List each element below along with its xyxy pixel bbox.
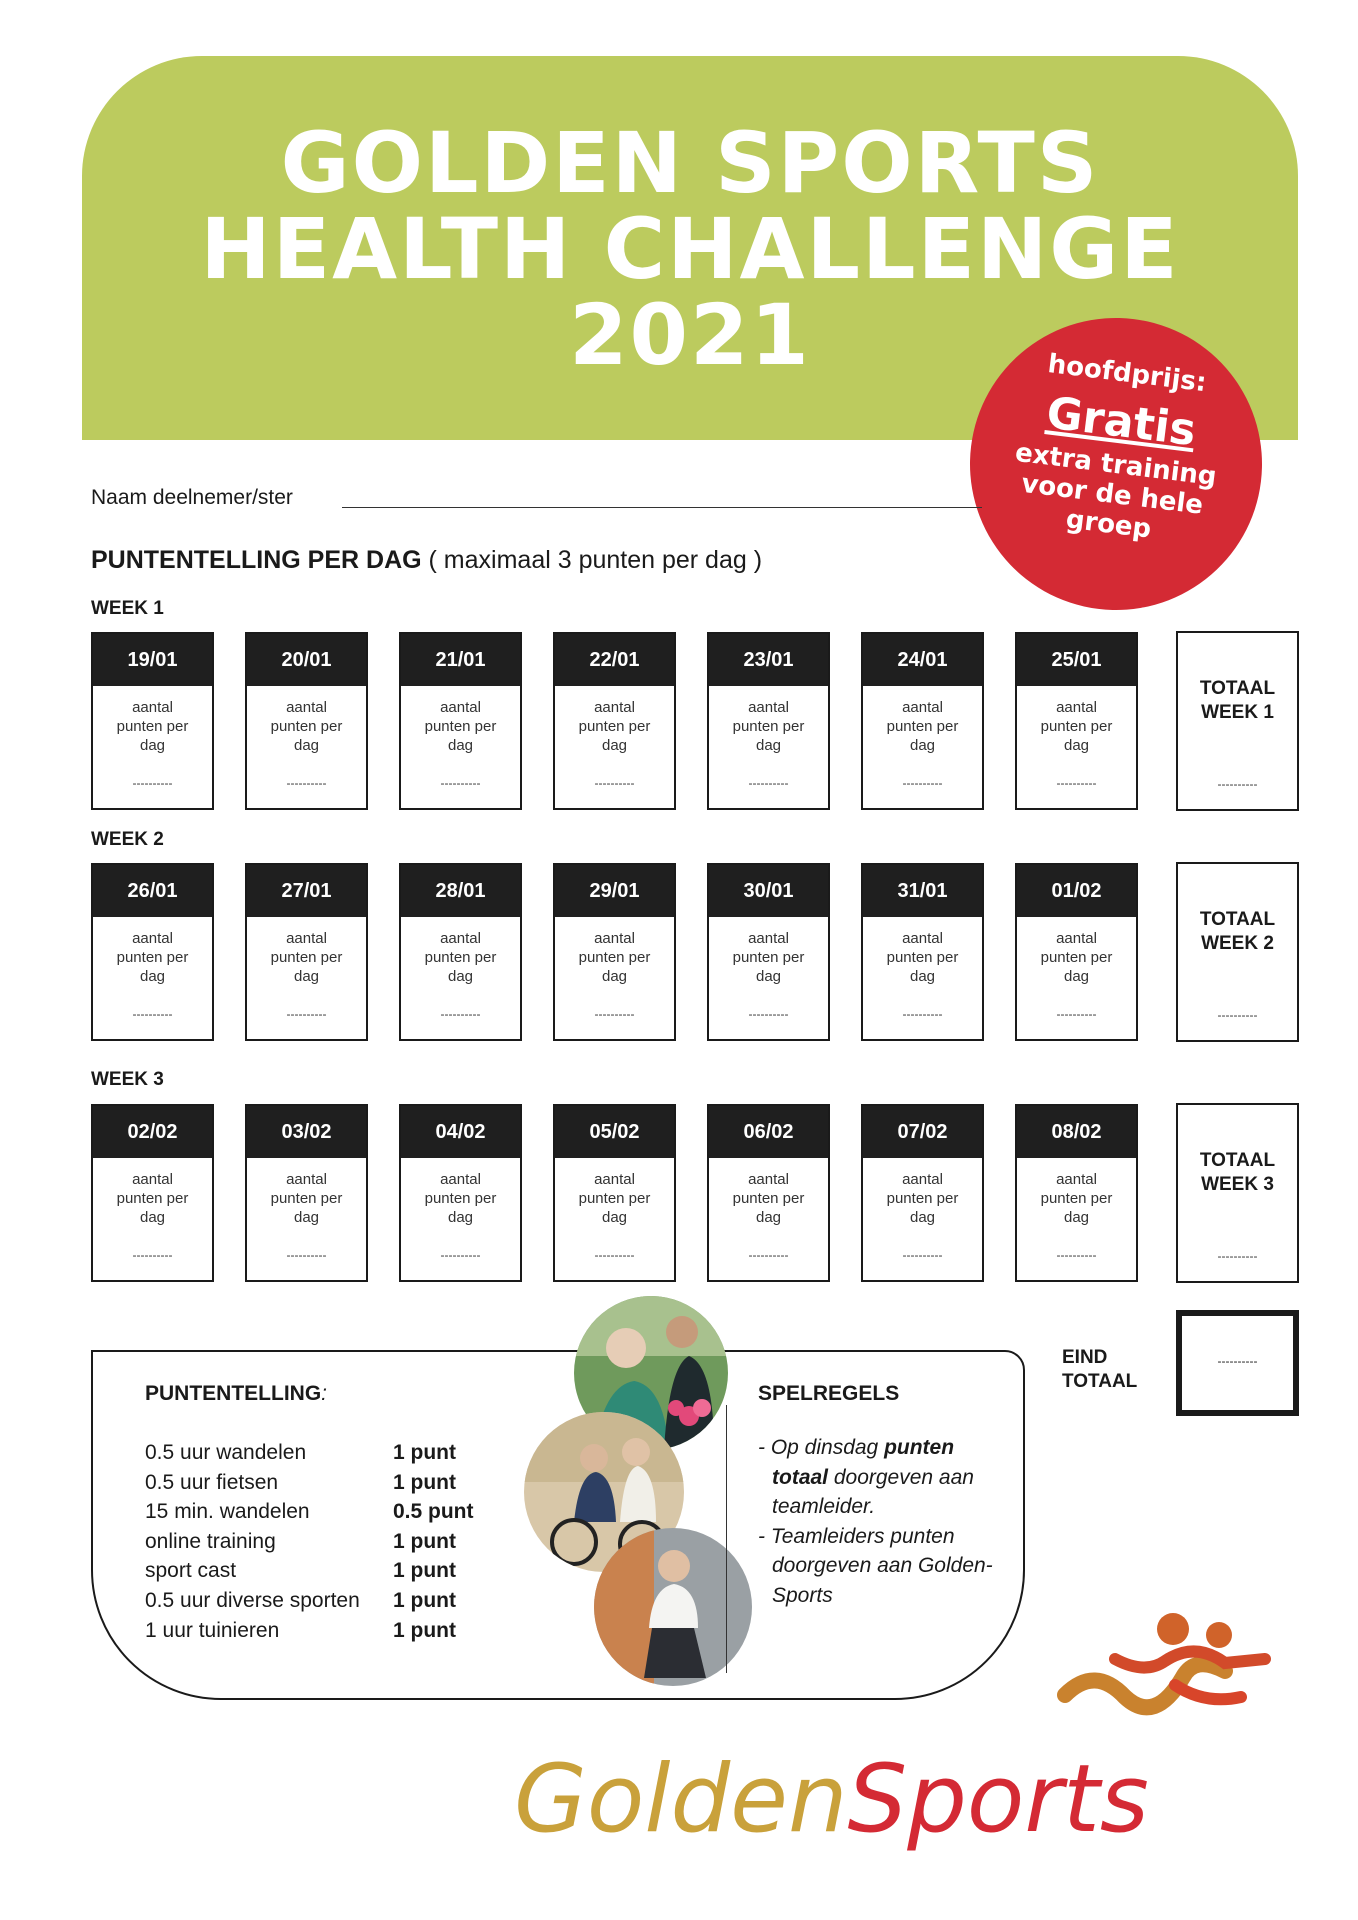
day-points-label: aantal punten per dag bbox=[116, 1171, 189, 1226]
day-points-blank: ---------- bbox=[132, 1248, 173, 1262]
day-points-label: aantal punten per dag bbox=[1040, 699, 1113, 754]
points-row bbox=[145, 1616, 474, 1646]
logo-text-golden: Golden bbox=[514, 1745, 848, 1854]
week-total-blank: ---------- bbox=[1217, 1249, 1258, 1263]
day-points-blank: ---------- bbox=[594, 1248, 635, 1262]
day-date: 02/02 bbox=[93, 1106, 212, 1158]
points-list bbox=[145, 1438, 474, 1645]
day-points-label: aantal punten per dag bbox=[578, 699, 651, 754]
name-label: Naam deelnemer/ster bbox=[91, 486, 293, 509]
day-points-blank: ---------- bbox=[902, 1007, 943, 1021]
day-points-label: aantal punten per dag bbox=[886, 930, 959, 985]
badge-line-1: hoofdprijs: bbox=[1046, 349, 1208, 399]
points-activity: online training bbox=[145, 1529, 276, 1553]
points-activity: 1 uur tuinieren bbox=[145, 1618, 280, 1642]
day-points-label: aantal punten per dag bbox=[424, 699, 497, 754]
rule-1-part-c: doorgeven aan teamleider. bbox=[772, 1465, 974, 1519]
day-box[interactable] bbox=[861, 1104, 984, 1282]
day-points-blank: ---------- bbox=[286, 1007, 327, 1021]
week-total-blank: ---------- bbox=[1217, 1008, 1258, 1022]
day-points-blank: ---------- bbox=[594, 776, 635, 790]
day-date: 29/01 bbox=[555, 865, 674, 917]
day-box[interactable] bbox=[861, 632, 984, 810]
day-box[interactable] bbox=[245, 863, 368, 1041]
day-points-blank: ---------- bbox=[748, 776, 789, 790]
day-box[interactable] bbox=[707, 863, 830, 1041]
points-heading-text: PUNTENTELLING bbox=[145, 1382, 322, 1405]
week-label: WEEK 1 bbox=[91, 598, 164, 619]
day-box[interactable] bbox=[553, 632, 676, 810]
points-row bbox=[145, 1468, 474, 1498]
points-heading bbox=[145, 1382, 327, 1406]
day-points-label: aantal punten per dag bbox=[886, 699, 959, 754]
day-box[interactable] bbox=[91, 863, 214, 1041]
day-date: 20/01 bbox=[247, 634, 366, 686]
goldensports-logo bbox=[514, 1745, 1149, 1854]
day-points-label: aantal punten per dag bbox=[270, 1171, 343, 1226]
day-box[interactable] bbox=[553, 1104, 676, 1282]
day-points-blank: ---------- bbox=[748, 1007, 789, 1021]
rule-1-part-b: punten totaal bbox=[772, 1436, 955, 1489]
day-points-label: aantal punten per dag bbox=[732, 699, 805, 754]
day-date: 19/01 bbox=[93, 634, 212, 686]
day-box[interactable] bbox=[399, 863, 522, 1041]
score-heading-note: ( maximaal 3 punten per dag ) bbox=[428, 546, 763, 574]
end-total-blank: ---------- bbox=[1217, 1354, 1258, 1368]
day-points-label: aantal punten per dag bbox=[116, 930, 189, 985]
day-points-label: aantal punten per dag bbox=[1040, 1171, 1113, 1226]
score-heading-bold: PUNTENTELLING PER DAG bbox=[91, 546, 422, 574]
day-points-label: aantal punten per dag bbox=[732, 1171, 805, 1226]
points-activity: 15 min. wandelen bbox=[145, 1500, 310, 1524]
day-points-blank: ---------- bbox=[132, 776, 173, 790]
points-value: 1 punt bbox=[393, 1588, 456, 1612]
week-label: WEEK 2 bbox=[91, 829, 164, 850]
points-activity: sport cast bbox=[145, 1559, 237, 1583]
day-points-blank: ---------- bbox=[1056, 1007, 1097, 1021]
name-input-line[interactable] bbox=[342, 507, 982, 508]
day-date: 03/02 bbox=[247, 1106, 366, 1158]
badge-line-3: extra training voor de hele groep bbox=[1013, 437, 1219, 545]
points-row bbox=[145, 1586, 474, 1616]
points-row bbox=[145, 1527, 474, 1557]
rule-1-part-a: - Op dinsdag bbox=[758, 1436, 885, 1459]
title-line-3: 2021 bbox=[569, 286, 811, 384]
day-box[interactable] bbox=[1015, 632, 1138, 810]
day-points-blank: ---------- bbox=[132, 1007, 173, 1021]
day-date: 04/02 bbox=[401, 1106, 520, 1158]
day-date: 24/01 bbox=[863, 634, 982, 686]
points-row bbox=[145, 1438, 474, 1468]
photo-exercise bbox=[594, 1528, 752, 1686]
rules-heading: SPELREGELS bbox=[758, 1382, 900, 1405]
points-activity: 0.5 uur diverse sporten bbox=[145, 1588, 360, 1612]
week-total-blank: ---------- bbox=[1217, 777, 1258, 791]
panel-divider bbox=[726, 1405, 727, 1673]
day-date: 28/01 bbox=[401, 865, 520, 917]
day-box[interactable] bbox=[245, 632, 368, 810]
day-points-blank: ---------- bbox=[1056, 776, 1097, 790]
week-total-box[interactable] bbox=[1176, 1103, 1299, 1283]
day-points-blank: ---------- bbox=[902, 1248, 943, 1262]
day-points-blank: ---------- bbox=[286, 776, 327, 790]
day-date: 05/02 bbox=[555, 1106, 674, 1158]
day-date: 26/01 bbox=[93, 865, 212, 917]
points-value: 1 punt bbox=[393, 1441, 456, 1464]
end-total-label: EIND TOTAAL bbox=[1062, 1347, 1138, 1392]
day-points-label: aantal punten per dag bbox=[116, 699, 189, 754]
day-date: 25/01 bbox=[1017, 634, 1136, 686]
day-points-blank: ---------- bbox=[748, 1248, 789, 1262]
day-points-blank: ---------- bbox=[440, 1248, 481, 1262]
day-box[interactable] bbox=[91, 1104, 214, 1282]
week-label: WEEK 3 bbox=[91, 1069, 164, 1090]
day-date: 08/02 bbox=[1017, 1106, 1136, 1158]
day-box[interactable] bbox=[553, 863, 676, 1041]
points-value: 1 punt bbox=[393, 1618, 456, 1642]
day-date: 30/01 bbox=[709, 865, 828, 917]
day-box[interactable] bbox=[1015, 863, 1138, 1041]
week-total-box[interactable] bbox=[1176, 631, 1299, 811]
day-date: 23/01 bbox=[709, 634, 828, 686]
day-points-blank: ---------- bbox=[440, 776, 481, 790]
title-line-1: GOLDEN SPORTS bbox=[280, 114, 1100, 212]
score-heading bbox=[91, 546, 762, 575]
rule-item-1 bbox=[758, 1433, 1008, 1522]
points-value: 0.5 punt bbox=[393, 1500, 474, 1524]
day-points-label: aantal punten per dag bbox=[424, 1171, 497, 1226]
day-box[interactable] bbox=[399, 632, 522, 810]
week-total-label: TOTAAL WEEK 2 bbox=[1199, 909, 1276, 954]
day-date: 21/01 bbox=[401, 634, 520, 686]
day-box[interactable] bbox=[707, 1104, 830, 1282]
points-activity: 0.5 uur fietsen bbox=[145, 1470, 279, 1494]
points-row bbox=[145, 1497, 474, 1527]
day-points-blank: ---------- bbox=[594, 1007, 635, 1021]
day-box[interactable] bbox=[707, 632, 830, 810]
day-points-blank: ---------- bbox=[286, 1248, 327, 1262]
day-points-label: aantal punten per dag bbox=[424, 930, 497, 985]
day-box[interactable] bbox=[861, 863, 984, 1041]
day-box[interactable] bbox=[245, 1104, 368, 1282]
day-date: 06/02 bbox=[709, 1106, 828, 1158]
rule-item-2: - Teamleiders punten doorgeven aan GoldenSports bbox=[758, 1524, 993, 1607]
points-activity: 0.5 uur wandelen bbox=[145, 1441, 307, 1464]
week-total-label: TOTAAL WEEK 1 bbox=[1199, 678, 1276, 723]
runner-logo-icon bbox=[1055, 1605, 1275, 1749]
day-date: 22/01 bbox=[555, 634, 674, 686]
badge-line-2: Gratis bbox=[1043, 387, 1199, 457]
points-heading-colon: : bbox=[321, 1382, 328, 1405]
week-total-label: TOTAAL WEEK 3 bbox=[1199, 1150, 1276, 1195]
day-points-label: aantal punten per dag bbox=[578, 1171, 651, 1226]
day-box[interactable] bbox=[91, 632, 214, 810]
points-row bbox=[145, 1556, 474, 1586]
day-box[interactable] bbox=[399, 1104, 522, 1282]
day-box[interactable] bbox=[1015, 1104, 1138, 1282]
day-points-blank: ---------- bbox=[902, 776, 943, 790]
points-value: 1 punt bbox=[393, 1559, 456, 1583]
points-value: 1 punt bbox=[393, 1470, 456, 1494]
day-date: 01/02 bbox=[1017, 865, 1136, 917]
day-points-label: aantal punten per dag bbox=[886, 1171, 959, 1226]
day-points-label: aantal punten per dag bbox=[270, 930, 343, 985]
rules-list bbox=[758, 1433, 1008, 1611]
day-date: 07/02 bbox=[863, 1106, 982, 1158]
logo-text-sports: Sports bbox=[847, 1745, 1149, 1854]
title-line-2: HEALTH CHALLENGE bbox=[200, 200, 1180, 298]
day-points-label: aantal punten per dag bbox=[1040, 930, 1113, 985]
week-total-box[interactable] bbox=[1176, 862, 1299, 1042]
end-total-box[interactable] bbox=[1176, 1310, 1299, 1416]
day-points-blank: ---------- bbox=[1056, 1248, 1097, 1262]
day-points-blank: ---------- bbox=[440, 1007, 481, 1021]
day-date: 31/01 bbox=[863, 865, 982, 917]
day-points-label: aantal punten per dag bbox=[578, 930, 651, 985]
points-value: 1 punt bbox=[393, 1529, 456, 1553]
day-date: 27/01 bbox=[247, 865, 366, 917]
day-points-label: aantal punten per dag bbox=[270, 699, 343, 754]
day-points-label: aantal punten per dag bbox=[732, 930, 805, 985]
